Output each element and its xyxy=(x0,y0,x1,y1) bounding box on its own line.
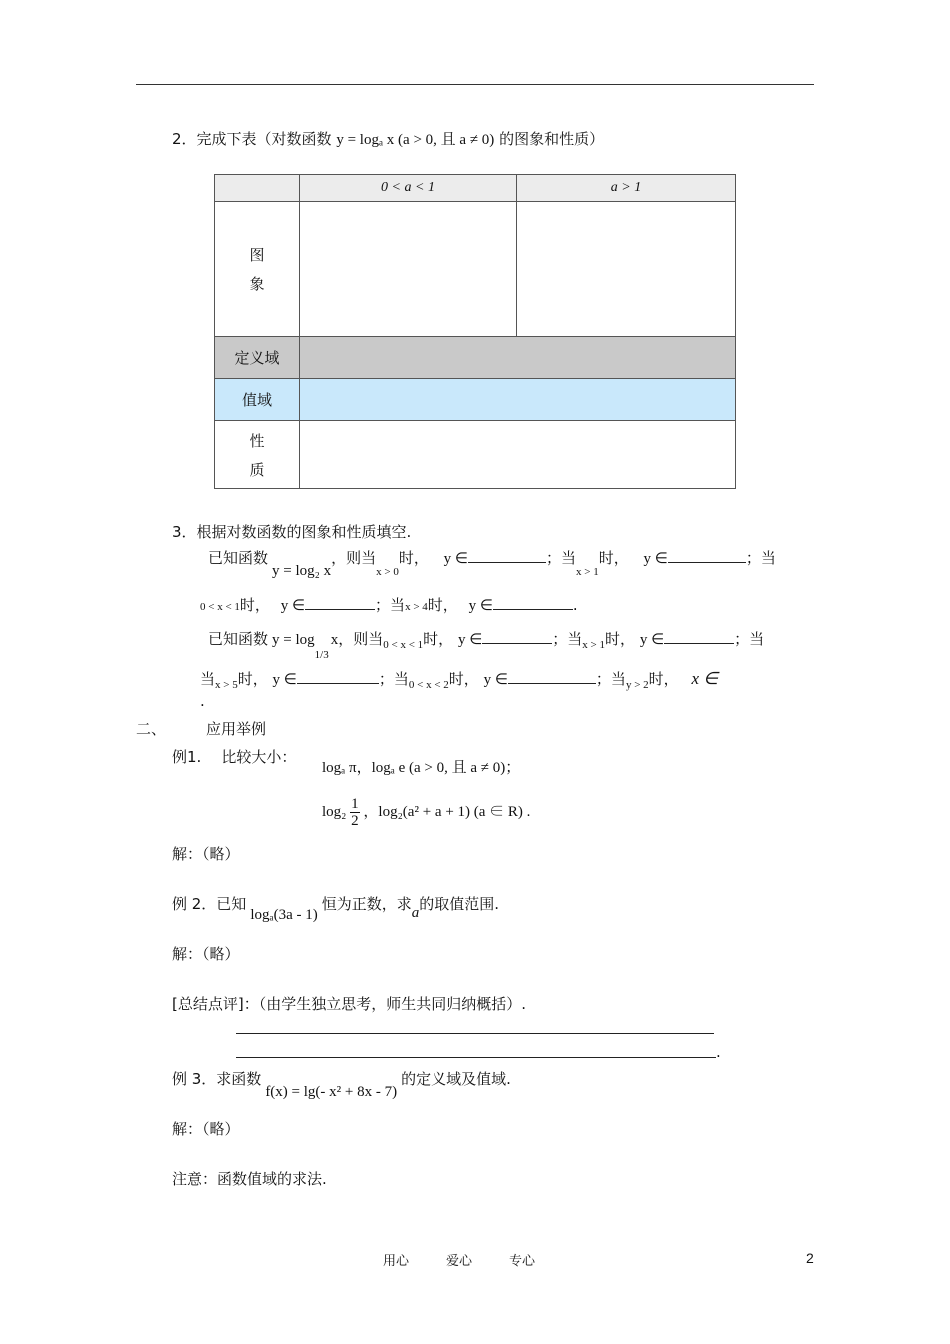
summary-end-dot: . xyxy=(716,1043,721,1061)
fraction-one-half: $\frac{1}{2}$ xyxy=(351,796,359,829)
properties-cell[interactable] xyxy=(300,421,736,489)
example2: 例 2．已知logₐ(3a - 1)恒为正数，求a的取值范围. xyxy=(172,895,500,923)
column-header-0-lt-a-lt-1: 0 < a < 1 xyxy=(300,175,517,202)
section3-trailing-dot: . xyxy=(200,692,205,710)
summary-line-2[interactable] xyxy=(236,1057,716,1058)
range-cell[interactable] xyxy=(300,379,736,421)
domain-cell[interactable] xyxy=(300,337,736,379)
solution-1: 解：（略） xyxy=(172,845,240,863)
graph-cell-a-gt-1[interactable] xyxy=(517,202,736,337)
row-label-range: 值域 xyxy=(215,379,300,421)
section3-line4: 当$_{x > 5}$时， y ∈ ；当$_{0 < x < 2}$时， y ∈ ；当$_{y > 2}$时， x ∈ xyxy=(200,669,719,691)
section3-title: 3．根据对数函数的图象和性质填空. xyxy=(172,523,412,541)
log-properties-table xyxy=(214,174,736,489)
note: 注意：函数值域的求法. xyxy=(172,1170,327,1188)
row-label-domain: 定义域 xyxy=(215,337,300,379)
blank-8[interactable] xyxy=(508,669,596,684)
example3: 例 3．求函数f(x) = lg(- x² + 8x - 7)的定义域及值域. xyxy=(172,1070,511,1100)
example1: 例1. 比较大小： xyxy=(172,748,297,766)
section3-line2: 0 < x < 1时， y ∈ ；当x > 4时， y ∈ . xyxy=(200,596,578,614)
section2-heading: 2．完成下表（对数函数 y = logₐ x (a > 0, 且 a ≠ 0) 的图象和性质） xyxy=(172,130,605,148)
summary: [总结点评]：（由学生独立思考，师生共同归纳概括）. xyxy=(172,995,526,1013)
row-label-graph: 图 象 xyxy=(215,202,300,337)
table-corner-cell xyxy=(215,175,300,202)
summary-line-1[interactable] xyxy=(236,1033,714,1034)
footer-slogan-3: 专心 xyxy=(509,1254,536,1269)
footer-slogan-2: 爱心 xyxy=(446,1254,473,1269)
column-header-a-gt-1: a > 1 xyxy=(517,175,736,202)
blank-5[interactable] xyxy=(482,629,552,644)
footer-slogan-1: 用心 xyxy=(383,1254,410,1269)
example1-formula2: log₂ $\frac{1}{2}$ ，log₂(a² + a + 1) (a ∈ R) . xyxy=(322,796,531,829)
blank-1[interactable] xyxy=(468,548,546,563)
solution-2: 解：（略） xyxy=(172,945,240,963)
blank-4[interactable] xyxy=(493,595,573,610)
example1-formula1: logₐ π，logₐ e (a > 0, 且 a ≠ 0)； xyxy=(322,760,521,776)
applications-heading: 二、 应用举例 xyxy=(136,720,267,738)
page-number: 2 xyxy=(806,1250,814,1266)
blank-6[interactable] xyxy=(664,629,734,644)
section3-line3: 已知函数 $y = \log_{1/3}x$，则当$_{0 < x < 1}$时， y ∈ ；当$_{x > 1}$时， y ∈ ；当 xyxy=(208,630,765,661)
blank-3[interactable] xyxy=(305,595,375,610)
graph-cell-0-lt-a-lt-1[interactable] xyxy=(300,202,517,337)
section2-formula: y = logₐ x (a > 0, 且 a ≠ 0) xyxy=(336,132,495,148)
blank-2[interactable] xyxy=(668,548,746,563)
header-rule xyxy=(136,84,814,85)
blank-7[interactable] xyxy=(297,669,379,684)
row-label-properties: 性 质 xyxy=(215,421,300,489)
solution-3: 解：（略） xyxy=(172,1120,240,1138)
section3-line1: 已知函数y = log₂ x，则当$_{x > 0}$时， y ∈ ；当$_{x > 1}$时， y ∈ ；当 xyxy=(208,549,776,579)
